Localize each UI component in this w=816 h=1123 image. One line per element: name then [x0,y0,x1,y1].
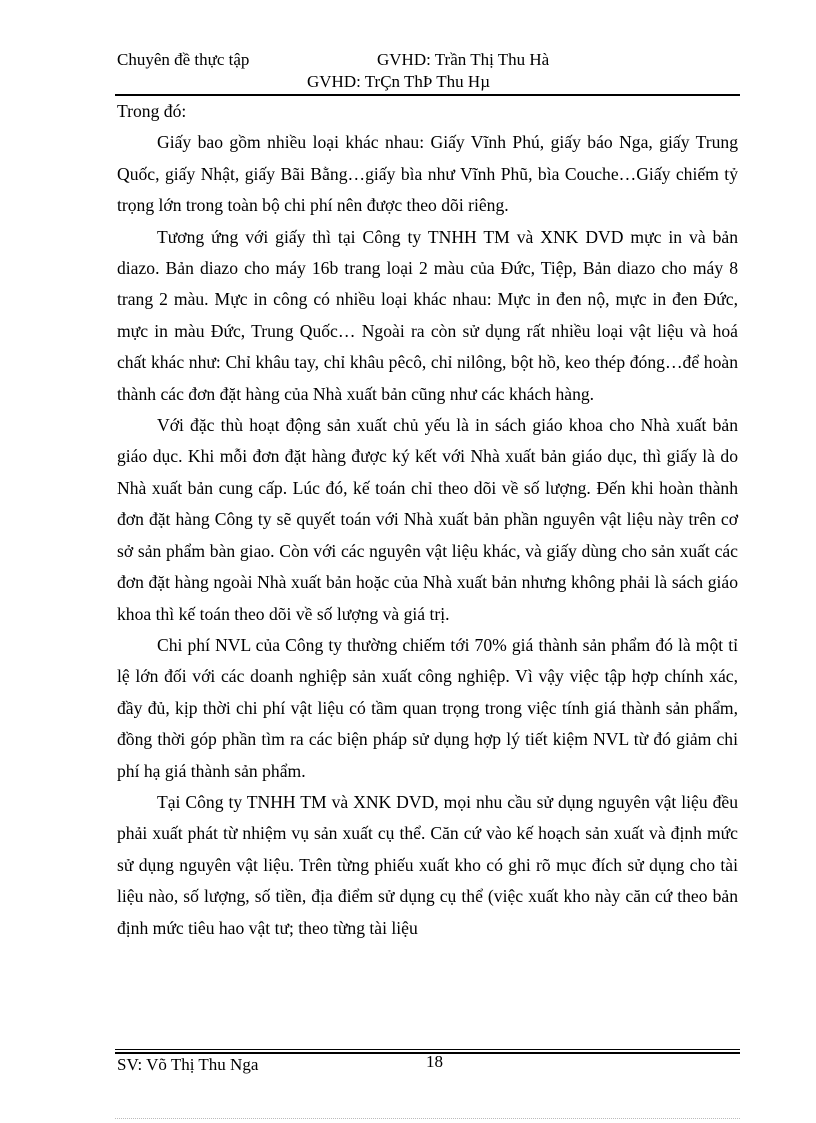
header-topic: Chuyên đề thực tập [117,50,250,69]
footer-student-name: SV: Võ Thị Thu Nga [117,1055,259,1074]
page-number: 18 [426,1052,443,1071]
paragraph-material-cost: Chi phí NVL của Công ty thường chiếm tới 70% giá thành sản phẩm đó là một tỉ lệ lớn đối với các doanh nghiệp sản xuất công nghiệp. Vì vậy việc tập hợp chính xác, đầy đủ, kịp thời chi phí vật liệu có tầm quan trọng trong việc tính giá thành sản phẩm, đồng thời góp phần tìm ra các biện pháp sử dụng hợp lý tiết kiệm NVL từ đó giảm chi phí hạ giá thành sản phẩm. [117,634,738,781]
paragraph-ink-diazo: Tương ứng với giấy thì tại Công ty TNHH TM và XNK DVD mực in và bản diazo. Bản diazo cho máy 16b trang loại 2 màu của Đức, Tiệp, Bản diazo cho máy 8 trang 2 màu. Mực in công có nhiều loại khác nhau: Mực in đen nộ, mực in đen Đức, mực in màu Đức, Trung Quốc… Ngoài ra còn sử dụng rất nhiều loại vật liệu và hoá chất khác như: Chỉ khâu tay, chỉ khâu pêcô, chỉ nilông, bột hồ, keo thép đóng…để hoàn thành các đơn đặt hàng của Nhà xuất bản cũng như các khách hàng. [117,226,738,404]
header-supervisor-legacy-encoding: GVHD: TrÇn ThÞ Thu Hµ [307,72,490,91]
body-text [117,96,738,944]
page-bottom-dotted-edge [115,1118,740,1119]
intro-line: Trong đó: [117,101,187,121]
paragraph-textbook-printing: Với đặc thù hoạt động sản xuất chủ yếu là in sách giáo khoa cho Nhà xuất bản giáo dục. Khi mỗi đơn đặt hàng được ký kết với Nhà xuất bản giáo dục, thì giấy là do Nhà xuất bản cung cấp. Lúc đó, kế toán chỉ theo dõi về số lượng. Đến khi hoàn thành đơn đặt hàng Công ty sẽ quyết toán với Nhà xuất bản phần nguyên vật liệu này trên cơ sở sản phẩm bàn giao. Còn với các nguyên vật liệu khác, và giấy dùng cho sản xuất các đơn đặt hàng ngoài Nhà xuất bản hoặc của Nhà xuất bản nhưng không phải là sách giáo khoa thì kế toán theo dõi về số lượng và giá trị. [117,415,738,624]
footer-rule-thin [115,1049,740,1050]
header-supervisor: GVHD: Trần Thị Thu Hà [377,50,550,69]
paragraph-material-usage: Tại Công ty TNHH TM và XNK DVD, mọi nhu cầu sử dụng nguyên vật liệu đều phải xuất phát từ nhiệm vụ sản xuất cụ thể. Căn cứ vào kế hoạch sản xuất và định mức sử dụng nguyên vật liệu. Trên từng phiếu xuất kho có ghi rõ mục đích sử dụng cho tài liệu nào, số lượng, số tiền, địa điểm sử dụng cụ thể (việc xuất kho này căn cứ theo bản định mức tiêu hao vật tư; theo từng tài liệu [117,791,738,938]
paragraph-paper-types: Giấy bao gồm nhiều loại khác nhau: Giấy Vĩnh Phú, giấy báo Nga, giấy Trung Quốc, giấy Nhật, giấy Bãi Bằng…giấy bìa như Vĩnh Phũ, bìa Couche…Giấy chiếm tỷ trọng lớn trong toàn bộ chi phí nên được theo dõi riêng. [117,132,738,216]
